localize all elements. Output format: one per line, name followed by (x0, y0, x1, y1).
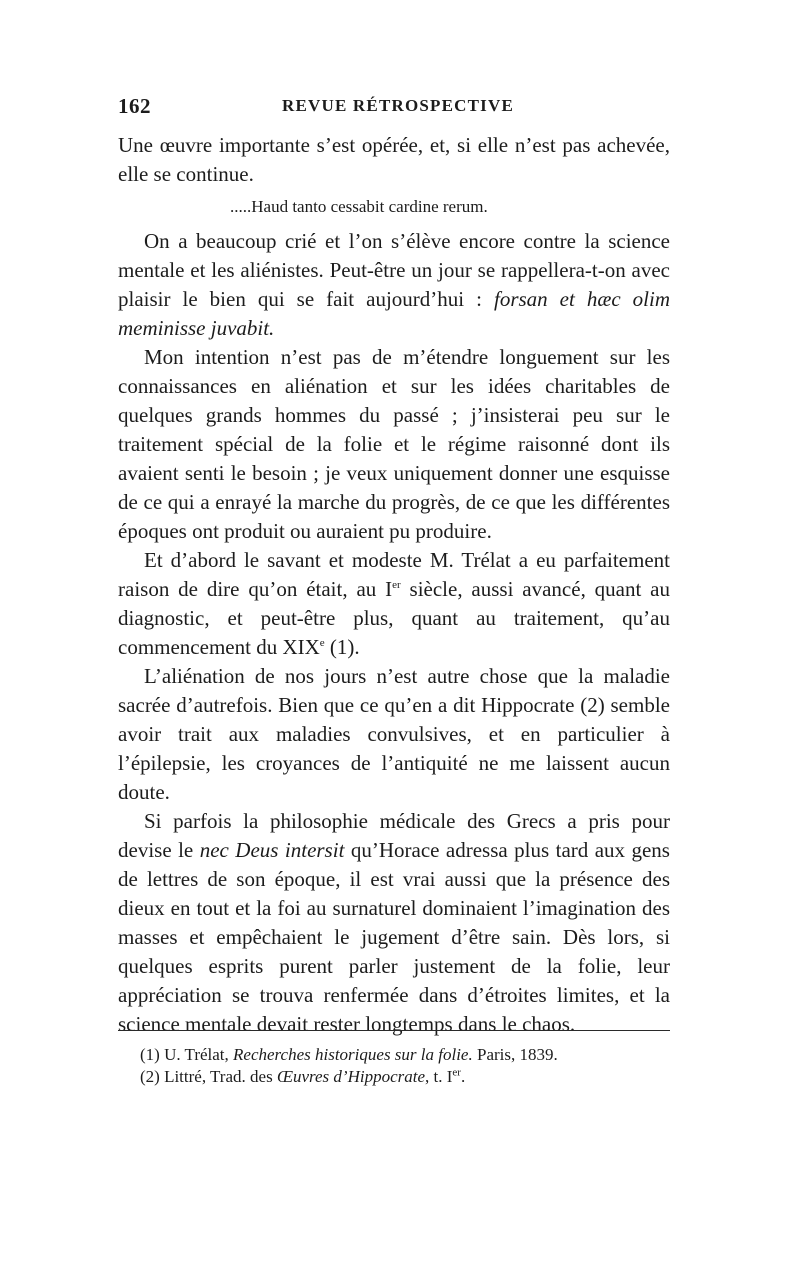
paragraph-3: Mon intention n’est pas de m’étendre longuement sur les connaissances en aliénation et sur les idées charitables de quelques grands hommes du passé ; j’insisterai peu sur le traitement spécial de la folie et le régime raisonné dont ils avaient senti le besoin ; je veux uniquement donner une esquisse de ce qui a enrayé la marche du progrès, de ce que les différentes époques ont produit ou auraient pu produire. (118, 345, 670, 543)
paragraph-2 (118, 227, 670, 343)
footnotes (140, 1044, 670, 1088)
century-19: XIX (282, 635, 320, 659)
footnote-2-italic: Œuvres d’Hippocrate (276, 1067, 426, 1086)
page-header (118, 94, 678, 120)
paragraph-4-text-b: siècle, aussi avancé, quant au diagnostic, et peut-être plus, quant au traitement, qu’au commencement du (118, 577, 670, 659)
latin-quote: .....Haud tanto cessabit cardine rerum. (230, 197, 488, 216)
paragraph-6-italic: nec Deus intersit (199, 838, 345, 862)
paragraph-4-text-c: (1). (324, 635, 360, 659)
century-1-suffix: er (392, 579, 401, 591)
footnote-2 (140, 1066, 670, 1088)
footnote-1 (140, 1044, 670, 1066)
main-text (118, 131, 670, 1039)
paragraph-2-text: On a beaucoup crié et l’on s’élève encore contre la science mentale et les aliénistes. Peut-être un jour se rappellera-t-on avec plaisir le bien qui se fait aujourd’hui : (118, 229, 670, 311)
footnote-2-suffix: er (452, 1066, 461, 1079)
paragraph-5: L’aliénation de nos jours n’est autre chose que la maladie sacrée d’autrefois. Bien que ce qu’en a dit Hippocrate (2) semble avoir trait aux maladies convulsives, et en particulier à l’épilepsie, les croyances de l’antiquité ne me laissent aucun doute. (118, 664, 670, 804)
paragraph-2-italic: forsan et hæc olim meminisse juvabit. (118, 287, 671, 340)
footnote-1-text-b: Paris, 1839. (472, 1045, 558, 1064)
paragraph-4-text-a: Et d’abord le savant et modeste M. Trélat a eu parfaitement raison de dire qu’on était, au (118, 548, 670, 601)
footnote-1-text-a: (1) U. Trélat, (140, 1045, 234, 1064)
footnote-1-italic: Recherches historiques sur la folie. (233, 1045, 473, 1064)
century-19-suffix: e (319, 637, 325, 649)
paragraph-1: Une œuvre importante s’est opérée, et, si elle n’est pas achevée, elle se continue. (118, 133, 670, 186)
paragraph-6 (118, 807, 670, 1039)
footnote-2-text-a: (2) Littré, Trad. des (140, 1067, 277, 1086)
footnote-2-text-b: , t. I (425, 1067, 453, 1086)
footnote-2-text-c: . (460, 1067, 466, 1086)
page-number: 162 (118, 94, 151, 118)
paragraph-4 (118, 546, 670, 662)
paragraph-6-text-a: Si parfois la philosophie médicale des Grecs a pris pour devise le (118, 809, 670, 862)
running-title: REVUE RÉTROSPECTIVE (281, 96, 515, 115)
footnote-divider (118, 1030, 670, 1031)
paragraph-6-text-b: qu’Horace adressa plus tard aux gens de lettres de son époque, il est vrai aussi que la présence des dieux en tout et la foi au surnaturel dominaient l’imagination des masses et empêchaient le jugement d’être sain. Dès lors, si quelques esprits purent parler justement de la folie, leur appréciation se trouva renfermée dans d’étroites limites, et la science mentale devait rester longtemps dans le chaos. (118, 838, 670, 1036)
century-1: I (385, 577, 393, 601)
